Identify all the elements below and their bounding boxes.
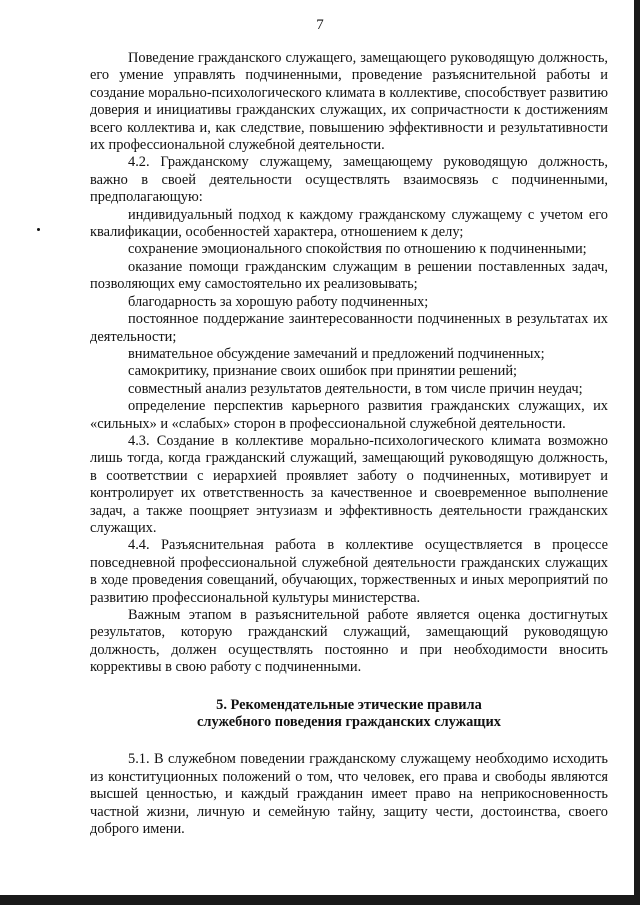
list-item: благодарность за хорошую работу подчиненных;: [128, 293, 429, 310]
page-number: 7: [316, 17, 324, 33]
list-item: совместный анализ результатов деятельности, в том числе причин неудач;: [128, 380, 583, 397]
paragraphs-before-section: [90, 50, 608, 677]
list-item: внимательное обсуждение замечаний и предложений подчиненных;: [128, 345, 545, 362]
paragraph: 4.3. Создание в коллективе морально-психологического климата возможно лишь тогда, когда гражданский служащий, замещающий руководящую должность, в соответствии с иерархией проявляет заботу о подчиненных, мотивирует и контролирует их ответственность за качественное и своевременное выполнение задач, а также поощряет энтузиазм и эффективность деятельности гражданских служащих.: [90, 432, 608, 536]
paragraph: Поведение гражданского служащего, замещающего руководящую должность, его умение управлять подчиненными, проведение разъяснительной работы и создание морально-психологического климата в коллективе, способствует развитию доверия и инициативы гражданских служащих, их сопричастности к достижениям всего коллектива и, как следствие, повышению эффективности и результативности их профессиональной служебной деятельности.: [90, 50, 608, 154]
section-heading: [90, 697, 608, 732]
scan-edge-bottom: [0, 895, 640, 905]
paragraph: 4.2. Гражданскому служащему, замещающему руководящую должность, важно в своей деятельности осуществлять взаимосвязь с подчиненными, предполагающую:: [90, 154, 608, 206]
list-item: определение перспектив карьерного развития гражданских служащих, их «сильных» и «слабых» сторон в профессиональной служебной деятельности.: [90, 398, 608, 432]
section-heading-line: служебного поведения гражданских служащих: [197, 714, 501, 731]
scan-edge-right: [634, 0, 640, 905]
list-item: постоянное поддержание заинтересованности подчиненных в результатах их деятельности;: [90, 311, 608, 345]
section-heading-line: 5. Рекомендательные этические правила: [216, 696, 482, 713]
paragraphs-after-section: [90, 751, 608, 838]
paragraph: Важным этапом в разъяснительной работе является оценка достигнутых результатов, которую гражданский служащий, замещающий руководящую должность, должен осуществлять постоянно и при необходимости вносить коррективы в свою работу с подчиненными.: [90, 607, 608, 676]
list-item: индивидуальный подход к каждому гражданскому служащему с учетом его квалификации, особенностей характера, отношением к делу;: [90, 206, 608, 241]
margin-mark: [37, 228, 40, 231]
list-item: сохранение эмоционального спокойствия по отношению к подчиненными;: [128, 241, 587, 258]
list-item: самокритику, признание своих ошибок при принятии решений;: [128, 363, 518, 380]
paragraph: 5.1. В служебном поведении гражданскому служащему необходимо исходить из конституционных положений о том, что человек, его права и свободы являются высшей ценностью, и каждый гражданин имеет право на неприкосновенность частной жизни, личную и семейную тайну, защиту чести, достоинства, своего доброго имени.: [90, 751, 608, 838]
paragraph: 4.4. Разъяснительная работа в коллективе осуществляется в процессе повседневной профессиональной служебной деятельности гражданских служащих в ходе проведения совещаний, обучающих, торжественных и иных мероприятий по развитию профессиональной культуры министерства.: [90, 537, 608, 606]
document-body: [90, 50, 608, 838]
list-item: оказание помощи гражданским служащим в решении поставленных задач, позволяющих ему самостоятельно их реализовывать;: [90, 258, 608, 293]
